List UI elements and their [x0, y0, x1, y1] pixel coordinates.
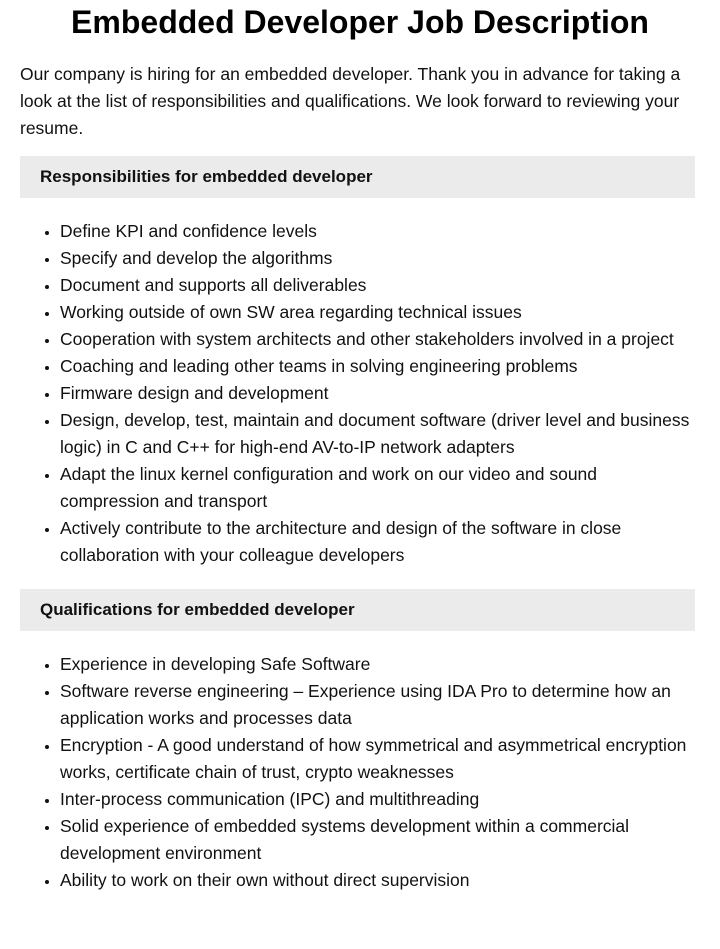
- qualifications-heading: Qualifications for embedded developer: [20, 589, 695, 631]
- responsibilities-heading: Responsibilities for embedded developer: [20, 156, 695, 198]
- list-item: • Experience in developing Safe Software: [60, 651, 695, 678]
- qualifications-list: [20, 651, 695, 894]
- list-item: • Ability to work on their own without direct supervision: [60, 867, 695, 894]
- list-item: • Working outside of own SW area regarding technical issues: [60, 299, 695, 326]
- list-item: • Specify and develop the algorithms: [60, 245, 695, 272]
- list-item: • Adapt the linux kernel configuration and work on our video and sound compression and transport: [60, 461, 695, 515]
- list-item: • Actively contribute to the architecture and design of the software in close collaboration with your colleague developers: [60, 515, 695, 569]
- list-item: • Coaching and leading other teams in solving engineering problems: [60, 353, 695, 380]
- list-item: • Inter-process communication (IPC) and multithreading: [60, 786, 695, 813]
- intro-paragraph: Our company is hiring for an embedded developer. Thank you in advance for taking a look at the list of responsibilities and qualifications. We look forward to reviewing your resume.: [20, 64, 681, 138]
- list-item: • Cooperation with system architects and other stakeholders involved in a project: [60, 326, 695, 353]
- list-item: • Document and supports all deliverables: [60, 272, 695, 299]
- list-item: • Firmware design and development: [60, 380, 695, 407]
- list-item: • Encryption - A good understand of how symmetrical and asymmetrical encryption works, certificate chain of trust, crypto weaknesses: [60, 732, 695, 786]
- list-item: • Define KPI and confidence levels: [60, 218, 695, 245]
- responsibilities-list: [20, 218, 695, 569]
- list-item: • Software reverse engineering – Experience using IDA Pro to determine how an application works and processes data: [60, 678, 695, 732]
- list-item: • Solid experience of embedded systems development within a commercial development environment: [60, 813, 695, 867]
- page-title: Embedded Developer Job Description: [71, 4, 649, 40]
- list-item: • Design, develop, test, maintain and document software (driver level and business logic) in C and C++ for high-end AV-to-IP network adapters: [60, 407, 695, 461]
